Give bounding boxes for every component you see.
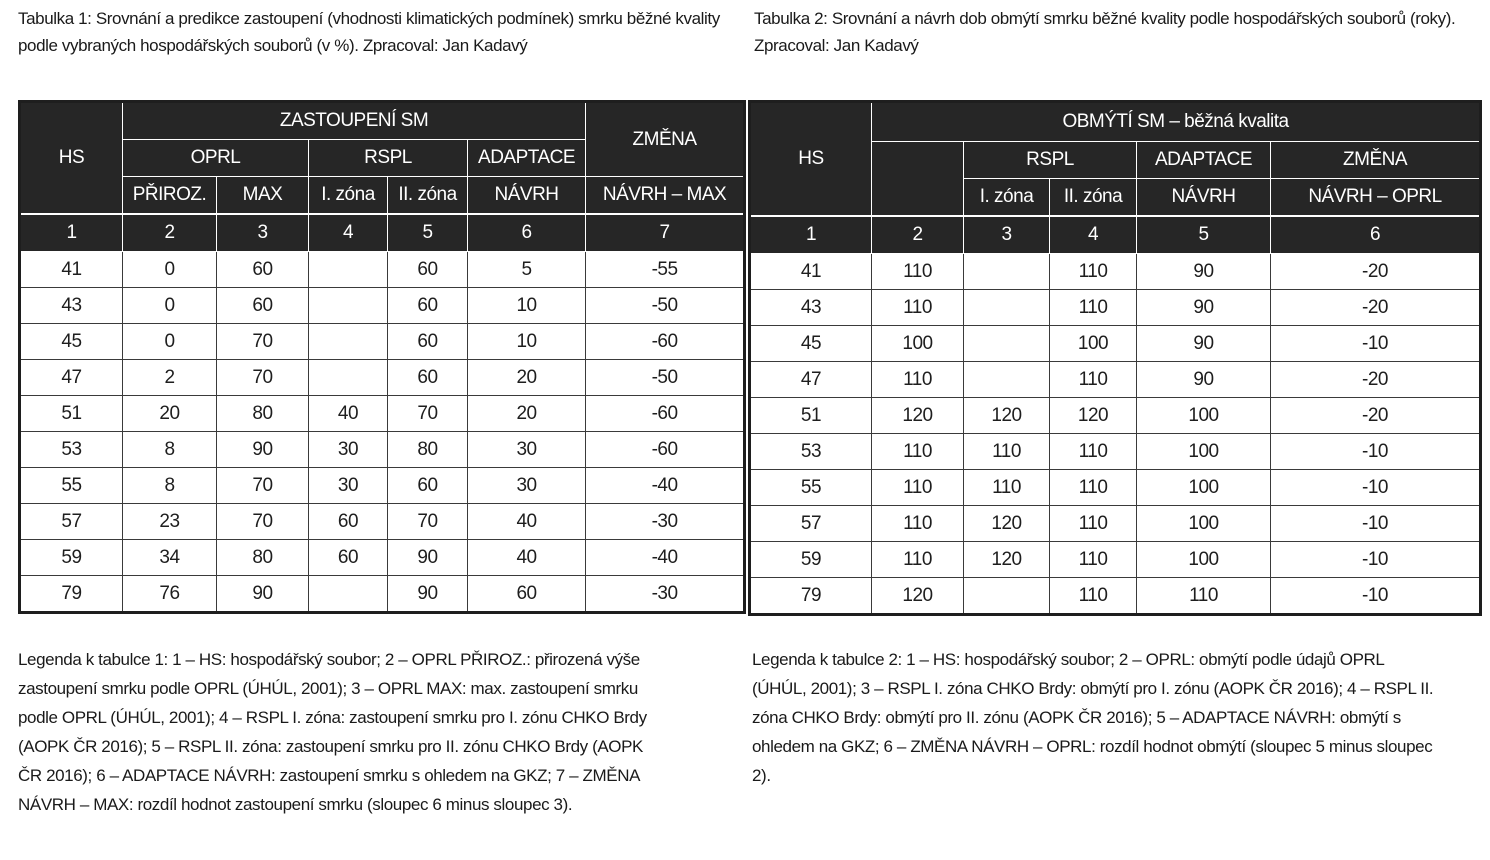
table-cell: 90 [217,432,309,468]
table-cell: 70 [217,468,309,504]
table-row [750,326,1481,362]
table-cell: -60 [586,432,745,468]
table-cell: 110 [1050,290,1137,326]
table2-column-number: 1 [750,216,872,254]
table2-header-rspl: RSPL [964,142,1137,179]
table2-header-oprl-empty [872,142,964,217]
table-cell: 70 [217,504,309,540]
table-cell [309,324,388,360]
table-cell: 110 [964,470,1050,506]
table-cell: 60 [388,252,468,288]
table-cell: 100 [1137,434,1271,470]
table-cell: 100 [1050,326,1137,362]
table2-column-numbers [750,216,1481,254]
table-cell: 55 [750,470,872,506]
table-cell: 90 [1137,290,1271,326]
table-cell: 70 [217,324,309,360]
table-cell: 10 [468,324,586,360]
table-cell: 10 [468,288,586,324]
table-row [20,324,745,360]
table-cell: 60 [388,360,468,396]
table-cell [964,290,1050,326]
table-cell: 51 [750,398,872,434]
table-cell: 60 [388,468,468,504]
table2-header-zona2: II. zóna [1050,179,1137,217]
table2-header-adaptace: ADAPTACE [1137,142,1271,179]
table-cell: 70 [217,360,309,396]
table-cell: -10 [1271,326,1481,362]
table-cell: 110 [872,362,964,398]
table-cell: 110 [872,254,964,290]
table-cell: 60 [217,288,309,324]
table-row [750,542,1481,578]
table1-column-numbers [20,214,745,252]
table-cell: -20 [1271,398,1481,434]
table-cell: 43 [20,288,123,324]
table-cell: 57 [750,506,872,542]
table1-header-oprl: OPRL [123,140,309,177]
table-cell: 59 [750,542,872,578]
table-cell: 60 [468,576,586,613]
table-cell: 60 [388,288,468,324]
table1-header-zona2: II. zóna [388,177,468,215]
table-cell: 120 [964,506,1050,542]
table-cell: -10 [1271,578,1481,615]
table-cell: 90 [388,576,468,613]
table-cell: 40 [468,540,586,576]
table-cell: -30 [586,504,745,540]
table-row [750,362,1481,398]
table-cell: 110 [872,542,964,578]
table-cell: 23 [123,504,217,540]
table-cell: 40 [309,396,388,432]
table-cell: 79 [20,576,123,613]
table-cell: 110 [1050,506,1137,542]
table1-header-hs: HS [20,102,123,215]
table1-header-zastoupeni: ZASTOUPENÍ SM [123,102,586,140]
table-cell: -40 [586,540,745,576]
table2-column-number: 6 [1271,216,1481,254]
table-cell [309,360,388,396]
table-cell: 47 [20,360,123,396]
table2-header-navrh: NÁVRH [1137,179,1271,217]
table-cell: 60 [388,324,468,360]
table-cell: 20 [123,396,217,432]
table-cell: -20 [1271,254,1481,290]
table2-legend: Legenda k tabulce 2: 1 – HS: hospodářský soubor; 2 – OPRL: obmýtí podle údajů OPRL (ÚHÚL, 2001); 3 – RSPL I. zóna CHKO Brdy: obmýtí pro I. zónu (AOPK ČR 2016); 4 – RSPL II. zóna CHKO Brdy: obmýtí pro II. zónu (AOPK ČR 2016); 5 – ADAPTACE NÁVRH: obmýtí s ohledem na GKZ; 6 – ZMĚNA NÁVRH – OPRL: rozdíl hodnot obmýtí (sloupec 5 minus sloupec 2). [752,650,1434,785]
table-row [750,434,1481,470]
table-cell: 110 [872,434,964,470]
table-cell: 51 [20,396,123,432]
table-cell: 43 [750,290,872,326]
table-cell: 2 [123,360,217,396]
table-cell: 41 [20,252,123,288]
table1-header-zmena: ZMĚNA [586,102,745,177]
table2-body [750,254,1481,615]
table-row [750,398,1481,434]
table-row [750,254,1481,290]
table-cell: 40 [468,504,586,540]
table-row [20,468,745,504]
table-cell: 45 [20,324,123,360]
table-cell: 53 [750,434,872,470]
table-cell: 8 [123,468,217,504]
table2-column-number: 2 [872,216,964,254]
table-row [20,252,745,288]
table-cell: -10 [1271,542,1481,578]
table-cell: 100 [872,326,964,362]
table-cell: 80 [388,432,468,468]
table-cell [964,326,1050,362]
table-row [750,290,1481,326]
table-cell: 47 [750,362,872,398]
table-cell: 90 [388,540,468,576]
table2-column-number: 5 [1137,216,1271,254]
table-cell [309,252,388,288]
table1 [18,100,746,614]
table1-legend: Legenda k tabulce 1: 1 – HS: hospodářský soubor; 2 – OPRL PŘIROZ.: přirozená výše zastoupení smrku podle OPRL (ÚHÚL, 2001); 3 – OPRL MAX: max. zastoupení smrku podle OPRL (ÚHÚL, 2001); 4 – RSPL I. zóna: zastoupení smrku pro I. zónu CHKO Brdy (AOPK ČR 2016); 5 – RSPL II. zóna: zastoupení smrku pro II. zónu CHKO Brdy (AOPK ČR 2016); 6 – ADAPTACE NÁVRH: zastoupení smrku s ohledem na GKZ; 7 – ZMĚNA NÁVRH – MAX: rozdíl hodnot zastoupení smrku (sloupec 6 minus sloupec 3). [18,650,647,814]
table-cell [309,576,388,613]
table-cell: -10 [1271,434,1481,470]
table-cell: 100 [1137,542,1271,578]
table2-header-zona1: I. zóna [964,179,1050,217]
table-cell: 30 [309,432,388,468]
table-row [750,470,1481,506]
table1-header-zona1: I. zóna [309,177,388,215]
table-cell: 90 [1137,362,1271,398]
table2-caption: Tabulka 2: Srovnání a návrh dob obmýtí smrku běžné kvality podle hospodářských souborů (roky). Zpracoval: Jan Kadavý [754,9,1456,55]
table2-header-zmena: ZMĚNA [1271,142,1481,179]
table1-body [20,252,745,613]
table-row [20,432,745,468]
table-cell: 79 [750,578,872,615]
table-cell: -20 [1271,290,1481,326]
table-cell: 0 [123,288,217,324]
table-cell: -30 [586,576,745,613]
table-cell: 60 [217,252,309,288]
table1-caption: Tabulka 1: Srovnání a predikce zastoupení (vhodnosti klimatických podmínek) smrku běžné kvality podle vybraných hospodářských souborů (v %). Zpracoval: Jan Kadavý [18,9,720,55]
table-cell: 30 [468,468,586,504]
table-cell: -10 [1271,506,1481,542]
table-cell: 8 [123,432,217,468]
table-cell: -10 [1271,470,1481,506]
table1-header-max: MAX [217,177,309,215]
table-cell: 110 [872,290,964,326]
table-cell: 30 [468,432,586,468]
table-cell: -40 [586,468,745,504]
table-cell: 90 [217,576,309,613]
table-row [750,506,1481,542]
table-cell: -55 [586,252,745,288]
table-cell: 53 [20,432,123,468]
table-cell: 100 [1137,506,1271,542]
table1-column-number: 3 [217,214,309,252]
table2-header-navrh-oprl: NÁVRH – OPRL [1271,179,1481,217]
table-row [20,360,745,396]
table-cell: 20 [468,360,586,396]
table1-column-number: 6 [468,214,586,252]
table-cell: 90 [1137,254,1271,290]
table-cell: 60 [309,504,388,540]
table2-column-number: 3 [964,216,1050,254]
table1-header-navrh: NÁVRH [468,177,586,215]
table-cell: 110 [1050,434,1137,470]
table-cell: 120 [1050,398,1137,434]
table-row [750,578,1481,615]
table-row [20,288,745,324]
table-cell: 110 [1050,542,1137,578]
table-cell [964,254,1050,290]
table-cell [309,288,388,324]
table-cell: 5 [468,252,586,288]
table-cell: 120 [964,398,1050,434]
table-cell [964,578,1050,615]
table-cell: 110 [1050,578,1137,615]
table-cell: 110 [964,434,1050,470]
table-cell: 30 [309,468,388,504]
table1-column-number: 5 [388,214,468,252]
table1-header-adaptace: ADAPTACE [468,140,586,177]
table1-column-number: 7 [586,214,745,252]
table-cell: 90 [1137,326,1271,362]
table-cell: 110 [1050,254,1137,290]
table-row [20,576,745,613]
table1-header-rspl: RSPL [309,140,468,177]
table-cell: 60 [309,540,388,576]
table-cell: 110 [872,470,964,506]
table-cell: 76 [123,576,217,613]
table-cell: 0 [123,252,217,288]
table-row [20,504,745,540]
table-cell: 70 [388,504,468,540]
table-cell: 120 [872,578,964,615]
table-cell: -60 [586,396,745,432]
table1-column-number: 2 [123,214,217,252]
table-cell: 41 [750,254,872,290]
table-cell: 55 [20,468,123,504]
table2-column-number: 4 [1050,216,1137,254]
table2 [748,100,1482,616]
table-row [20,396,745,432]
table-row [20,540,745,576]
table-cell: -60 [586,324,745,360]
table-cell: 100 [1137,470,1271,506]
table-cell: 100 [1137,398,1271,434]
table-cell: 110 [1137,578,1271,615]
table-cell: 57 [20,504,123,540]
table-cell: 110 [1050,362,1137,398]
table1-column-number: 4 [309,214,388,252]
table-cell: 110 [1050,470,1137,506]
table-cell: 120 [872,398,964,434]
table1-column-number: 1 [20,214,123,252]
table-cell: 80 [217,396,309,432]
table1-header-navrh-max: NÁVRH – MAX [586,177,745,215]
table-cell: 0 [123,324,217,360]
table-cell: 120 [964,542,1050,578]
table-cell: 110 [872,506,964,542]
table2-header-obmyti: OBMÝTÍ SM – běžná kvalita [872,102,1481,142]
table-cell: 20 [468,396,586,432]
table-cell: 70 [388,396,468,432]
table-cell: 80 [217,540,309,576]
table2-header-hs: HS [750,102,872,217]
table1-header-priroz: PŘIROZ. [123,177,217,215]
table-cell: -50 [586,360,745,396]
table-cell: -20 [1271,362,1481,398]
table-cell: 45 [750,326,872,362]
table-cell: 59 [20,540,123,576]
table-cell [964,362,1050,398]
table-cell: -50 [586,288,745,324]
table-cell: 34 [123,540,217,576]
